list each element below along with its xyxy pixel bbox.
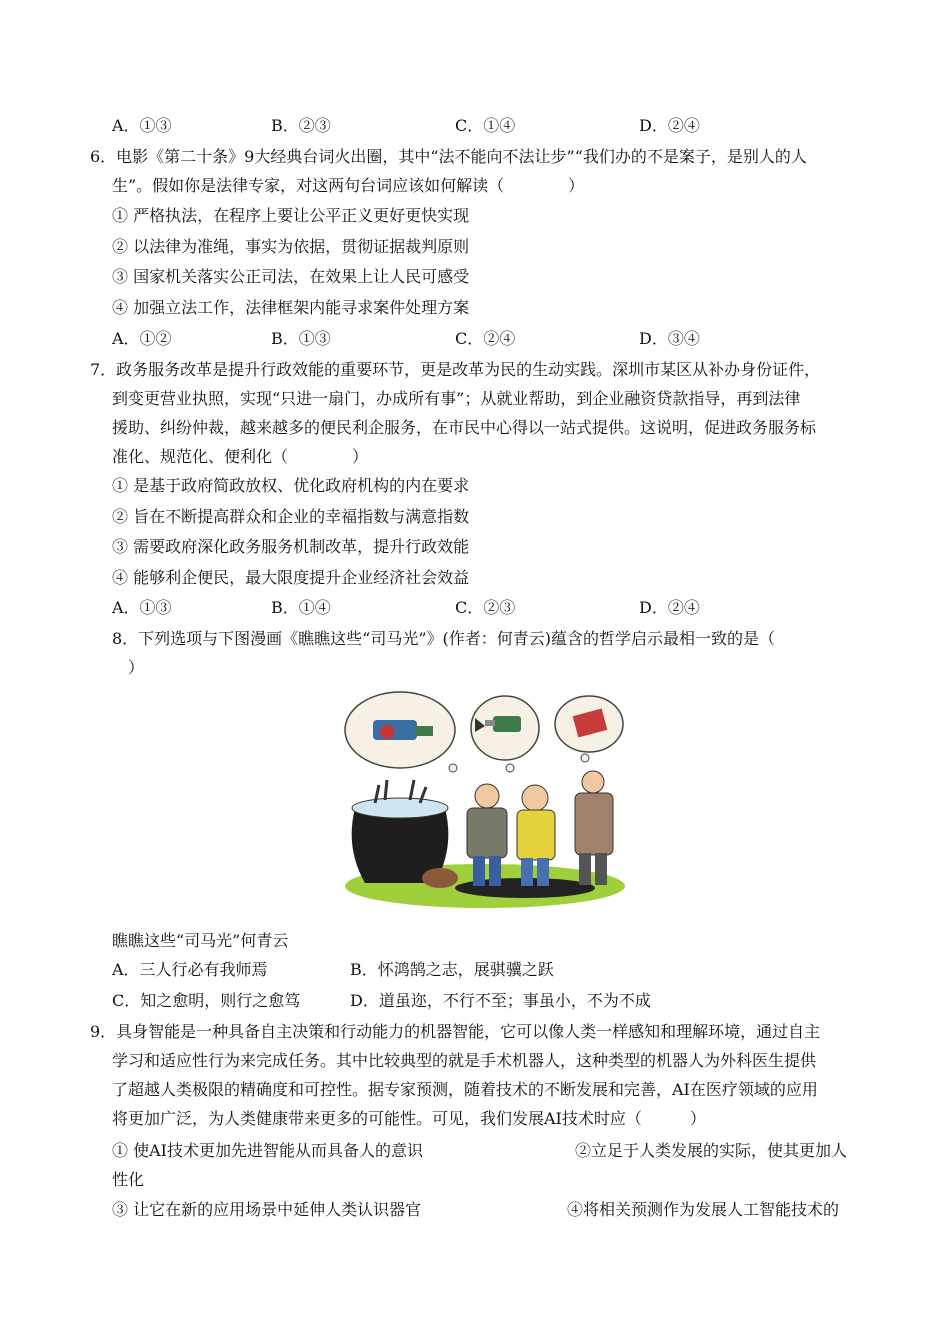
q9-item-2-cont: 性化 — [112, 1170, 145, 1189]
q7-stem-line-2: 到变更营业执照，实现“只进一扇门，办成所有事”；从就业帮助，到企业融资贷款指导，再到法律 — [112, 389, 801, 408]
q6-option-d: D．③④ — [639, 329, 700, 348]
q9-item-1: ① 使AI技术更加先进智能从而具备人的意识 — [112, 1141, 423, 1160]
q7-item-2: ② 旨在不断提高群众和企业的幸福指数与满意指数 — [112, 507, 470, 526]
q6-item-3: ③ 国家机关落实公正司法，在效果上让人民可感受 — [112, 267, 470, 286]
q8-option-b: B．怀鸿鹄之志，展骐骥之跃 — [350, 960, 554, 979]
q7-item-1: ① 是基于政府简政放权、优化政府机构的内在要求 — [112, 476, 470, 495]
q6-item-1: ① 严格执法，在程序上要让公平正义更好更快实现 — [112, 206, 470, 225]
q7-option-b: B．①④ — [271, 598, 331, 617]
q6-option-c: C．②④ — [455, 329, 516, 348]
q9-stem-line-1: 9．具身智能是一种具备自主决策和行动能力的机器智能，它可以像人类一样感知和理解环境，通过自主 — [90, 1022, 821, 1041]
q9-stem-line-2: 学习和适应性行为来完成任务。其中比较典型的就是手术机器人，这种类型的机器人为外科医生提供 — [112, 1051, 817, 1070]
q5-option-b: B．②③ — [271, 116, 331, 135]
q8-stem-line-1: 8．下列选项与下图漫画《瞧瞧这些“司马光”》(作者：何青云)蕴含的哲学启示最相一致的是（ — [112, 629, 776, 648]
q8-stem-line-2: ） — [128, 658, 145, 677]
q7-stem-line-3: 援助、纠纷仲裁，越来越多的便民利企服务，在市民中心得以一站式提供。这说明，促进政务服务标 — [112, 418, 817, 437]
cartoon-illustration — [335, 688, 635, 916]
q5-option-c: C．①④ — [455, 116, 516, 135]
q7-option-d: D．②④ — [639, 598, 700, 617]
q6-option-a: A．①② — [112, 329, 172, 348]
q9-stem-line-3: 了超越人类极限的精确度和可控性。据专家预测，随着技术的不断发展和完善，AI在医疗领域的应用 — [112, 1080, 818, 1099]
q7-stem-line-1: 7．政务服务改革是提升行政效能的重要环节，更是改革为民的生动实践。深圳市某区从补办身份证件， — [90, 360, 821, 379]
q5-option-a: A．①③ — [112, 116, 172, 135]
cartoon-caption: 瞧瞧这些“司马光”何青云 — [112, 931, 289, 950]
q5-option-d: D．②④ — [639, 116, 700, 135]
q8-option-c: C．知之愈明，则行之愈笃 — [112, 991, 301, 1010]
q7-option-a: A．①③ — [112, 598, 172, 617]
q7-item-3: ③ 需要政府深化政务服务机制改革，提升行政效能 — [112, 537, 470, 556]
q7-stem-line-4: 准化、规范化、便利化（ ） — [112, 447, 369, 466]
q7-item-4: ④ 能够利企便民，最大限度提升企业经济社会效益 — [112, 568, 470, 587]
q9-item-4: ④将相关预测作为发展人工智能技术的 — [567, 1200, 840, 1219]
q6-stem-line-2: 生”。假如你是法律专家，对这两句台词应该如何解读（ ） — [112, 176, 585, 195]
q8-option-a: A．三人行必有我师焉 — [112, 960, 268, 979]
q9-stem-line-4: 将更加广泛，为人类健康带来更多的可能性。可见，我们发展AI技术时应（ ） — [112, 1109, 706, 1128]
q6-item-4: ④ 加强立法工作，法律框架内能寻求案件处理方案 — [112, 298, 470, 317]
q6-option-b: B．①③ — [271, 329, 331, 348]
q6-stem-line-1: 6．电影《第二十条》9大经典台词火出圈，其中“法不能向不法让步”“我们办的不是案子，是别人的人 — [90, 147, 807, 166]
q7-option-c: C．②③ — [455, 598, 516, 617]
q6-item-2: ② 以法律为准绳，事实为依据，贯彻证据裁判原则 — [112, 237, 470, 256]
q8-option-d: D．道虽迩，不行不至；事虽小，不为不成 — [350, 991, 651, 1010]
q9-item-3: ③ 让它在新的应用场景中延伸人类认识器官 — [112, 1200, 422, 1219]
q9-item-2: ②立足于人类发展的实际，使其更加人 — [575, 1141, 848, 1160]
